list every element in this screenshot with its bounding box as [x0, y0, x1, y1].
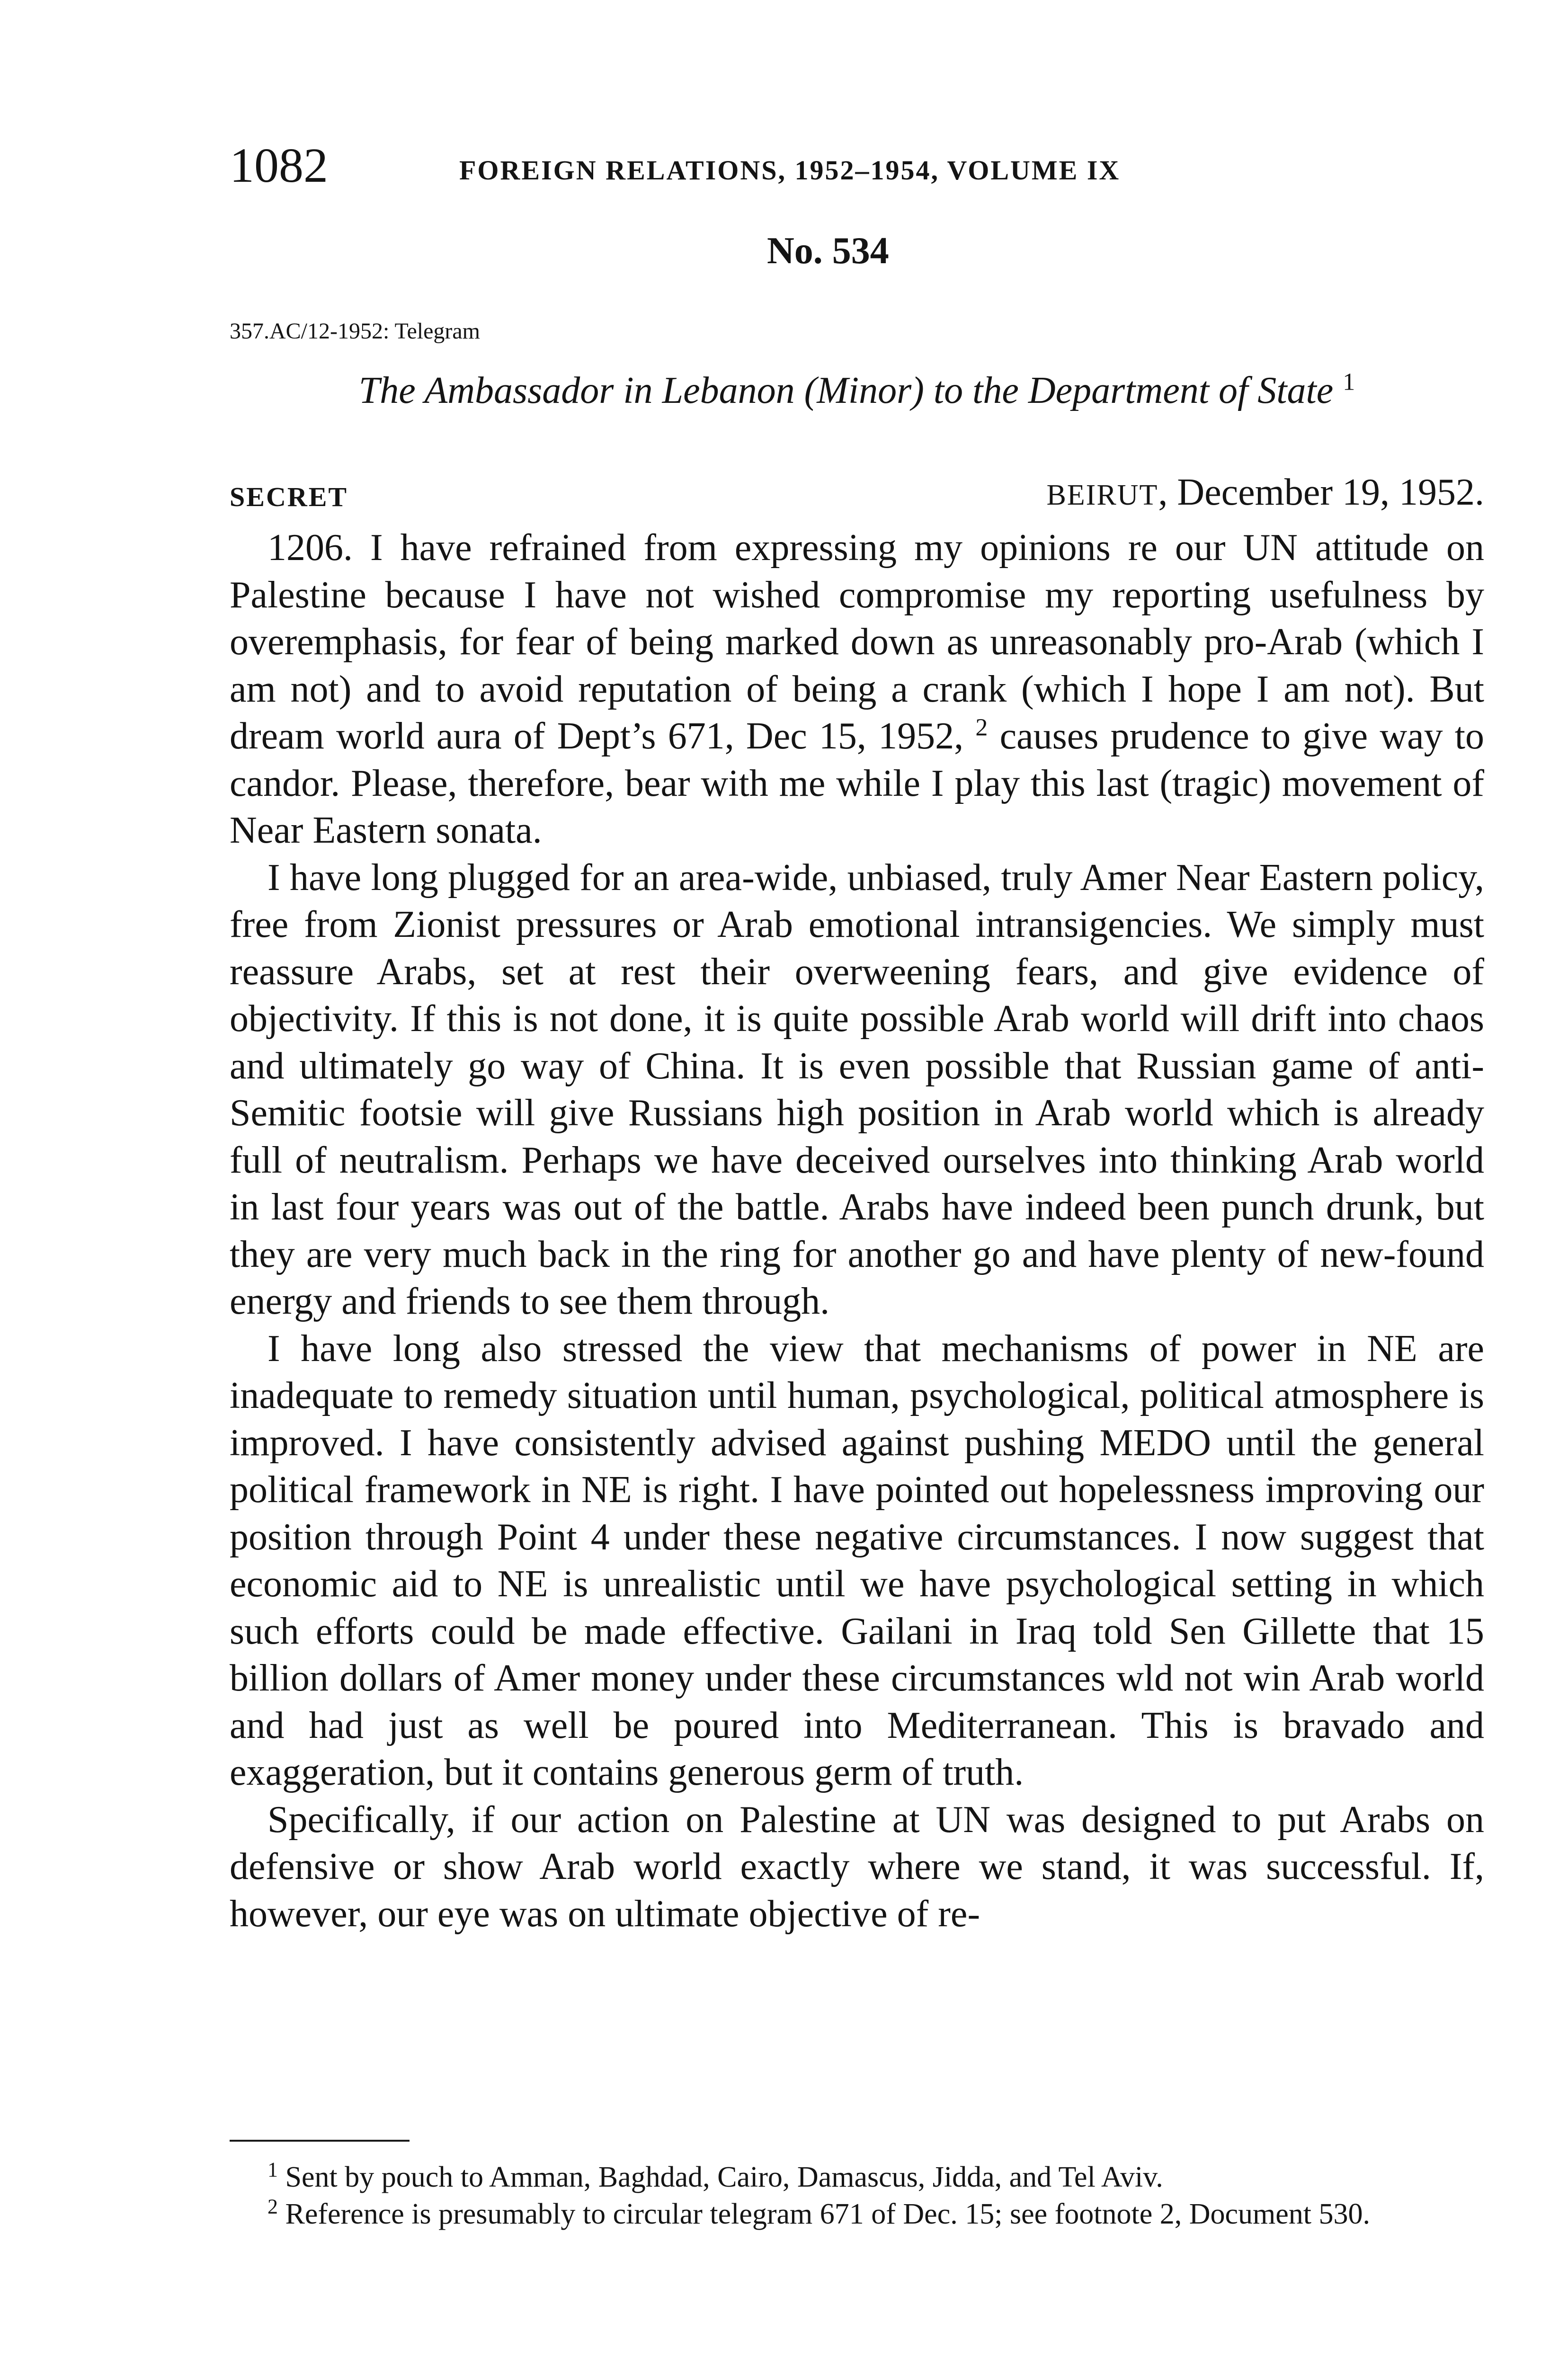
file-reference: 357.AC/12-1952: Telegram — [230, 319, 481, 344]
running-head — [230, 137, 1262, 199]
document-title — [230, 365, 1484, 417]
footnotes — [230, 2159, 1484, 2233]
document-number: No. 534 — [767, 230, 889, 272]
telegram-body — [230, 525, 1484, 1938]
classification-label: SECRET — [230, 481, 348, 512]
footnote-1 — [230, 2159, 1484, 2196]
dateline — [1046, 466, 1484, 521]
body-paragraph-3: I have long also stressed the view that mechanisms of power in NE are inadequate to remedy situation until human, psychological, political atmosphere is improved. I have consistently advised against pushing MEDO until the general political framework in NE is right. I have pointed out hopelessness improving our position through Point 4 under these negative circumstances. I now suggest that economic aid to NE is unrealistic until we have psychological setting in which such efforts could be made effective. Gailani in Iraq told Sen Gillette that 15 billion dollars of Amer money under these circumstances wld not win Arab world and had just as well be poured into Mediterranean. This is bravado and exaggeration, but it contains generous germ of truth. — [230, 1327, 1484, 1793]
page-number: 1082 — [230, 138, 328, 193]
dateline-date: , December 19, 1952. — [1158, 472, 1484, 513]
footnote-2-text: Reference is presumably to circular telegram 671 of Dec. 15; see footnote 2, Document 530. — [285, 2198, 1370, 2230]
footnote-1-text: Sent by pouch to Amman, Baghdad, Cairo, Damascus, Jidda, and Tel Aviv. — [285, 2161, 1163, 2193]
volume-title: FOREIGN RELATIONS, 1952–1954, VOLUME IX — [459, 155, 1121, 186]
document-title-text: The Ambassador in Lebanon (Minor) to the Department of State — [358, 370, 1334, 411]
body-footnote-mark-2: 2 — [975, 714, 988, 741]
body-paragraph-4: Specifically, if our action on Palestine at UN was designed to put Arabs on defensive or show Arab world exactly where we stand, it was successful. If, however, our eye was on ultimate objective of re- — [230, 1798, 1484, 1935]
footnote-2 — [230, 2196, 1484, 2233]
title-footnote-mark: 1 — [1343, 368, 1355, 396]
body-paragraph-1-part-a: 1206. I have refrained from expressing my opinions re our UN attitude on Palestine because I have not wished compromise my reporting usefulness by overemphasis, for fear of being marked down as unreasonably pro-Arab (which I am not) and to avoid reputation of being a crank (which I hope I am not). But dream world aura of Dept’s 671, Dec 15, 1952, — [230, 527, 1484, 757]
footnote-1-mark: 1 — [267, 2158, 278, 2181]
footnote-divider — [230, 2140, 410, 2142]
body-paragraph-1-part-b: causes prudence to give way to candor. Please, therefore, bear with me while I play this last (tragic) movement of Near Eastern sonata. — [230, 715, 1485, 851]
dateline-place: BEIRUT — [1046, 479, 1158, 511]
footnote-2-mark: 2 — [267, 2195, 278, 2218]
body-paragraph-2: I have long plugged for an area-wide, unbiased, truly Amer Near Eastern policy, free from Zionist pressures or Arab emotional intransigencies. We simply must reassure Arabs, set at rest their overweening fears, and give evidence of objectivity. If this is not done, it is quite possible Arab world will drift into chaos and ultimately go way of China. It is even possible that Russian game of anti-Semitic footsie will give Russians high position in Arab world which is already full of neutralism. Perhaps we have deceived ourselves into thinking Arab world in last four years was out of the battle. Arabs have indeed been punch drunk, but they are very much back in the ring for another go and have plenty of new-found energy and friends to see them through. — [230, 856, 1484, 1322]
body-paragraph-1 — [230, 525, 1484, 854]
